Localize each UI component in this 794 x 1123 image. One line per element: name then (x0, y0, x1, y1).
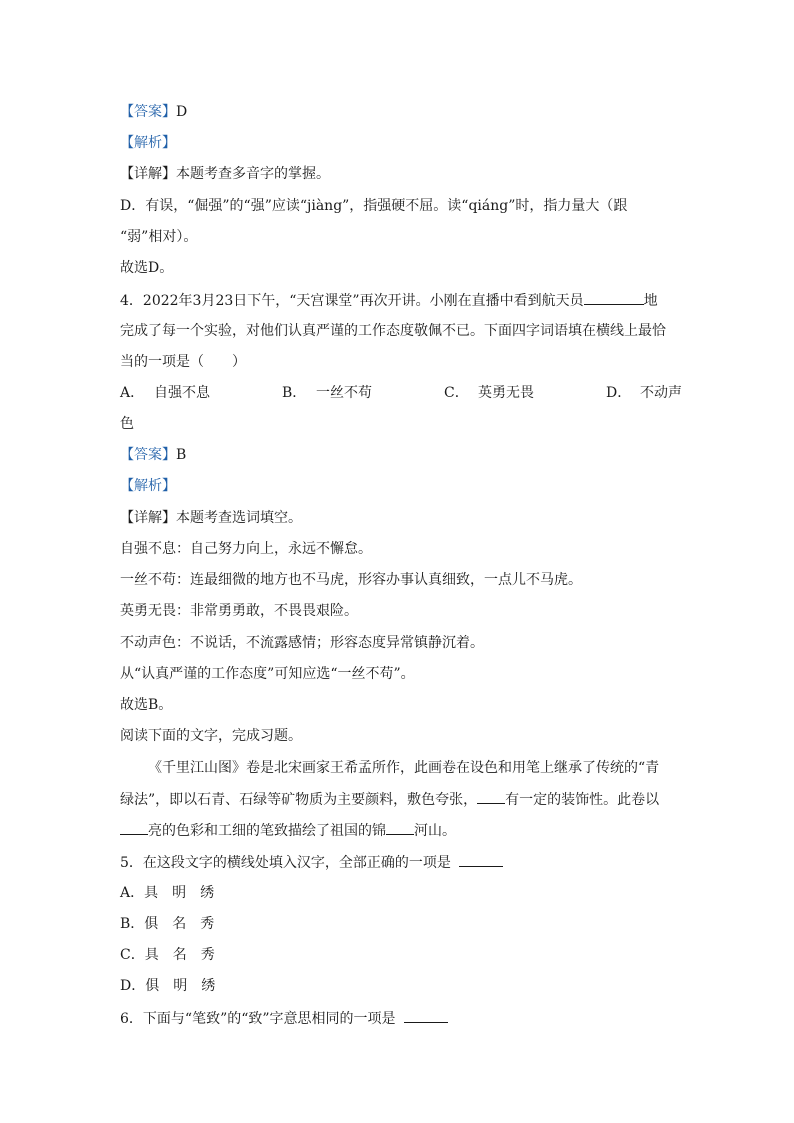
option-text: 不动声 (640, 385, 682, 401)
option-letter: D． (606, 385, 632, 401)
answer-value: B (176, 447, 187, 463)
passage-line1: 《千里江山图》卷是北宋画家王希孟所作，此画卷在设色和用笔上继承了传统的“青 (148, 760, 660, 776)
q4-definition-1: 自强不息：自己努力向上，永远不懈怠。 (120, 541, 372, 557)
q3-explain-line1: D．有误，“倔强”的“强”应读“jiàng”，指强硬不屈。读“qiáng”时，指力量大（跟 (120, 198, 628, 214)
q3-conclusion: 故选D。 (120, 260, 174, 276)
option-text: 英勇无畏 (478, 385, 534, 401)
passage-text: 河山。 (414, 823, 456, 839)
fill-blank (120, 820, 148, 835)
q4-option-a (120, 383, 210, 403)
q3-analysis-tag: 【解析】 (120, 135, 176, 151)
q4-conclusion: 故选B。 (120, 697, 173, 713)
q3-detail: 【详解】本题考查多音字的掌握。 (120, 166, 330, 182)
fill-blank (386, 820, 414, 835)
q3-answer-line (120, 102, 187, 122)
q4-definition-3: 英勇无畏：非常勇勇敢，不畏畏艰险。 (120, 603, 358, 619)
q4-stem-line1 (120, 290, 658, 311)
option-text: 具 名 秀 (144, 947, 215, 963)
q4-stem-text: 4．2022年3月23日下午，“天宫课堂”再次开讲。小刚在直播中看到航天员 (120, 293, 584, 309)
option-letter: B． (120, 916, 145, 932)
passage-text: 绿法”，即以石青、石绿等矿物质为主要颜料，敷色夸张， (120, 792, 478, 808)
answer-value: D (176, 104, 188, 120)
option-letter: A． (120, 385, 145, 401)
passage-text: 亮的色彩和工细的笔致描绘了祖国的锦 (148, 823, 386, 839)
option-letter: D． (120, 978, 146, 994)
answer-tag: 【答案】 (120, 447, 176, 463)
option-text: 一丝不苟 (316, 385, 372, 401)
option-text: 俱 明 绣 (145, 978, 216, 994)
passage-text: 有一定的装饰性。此卷以 (505, 792, 660, 808)
option-text: 自强不息 (154, 385, 210, 401)
q4-analysis-tag: 【解析】 (120, 478, 176, 494)
reading-intro: 阅读下面的文字，完成习题。 (120, 728, 302, 744)
passage-line2 (120, 789, 659, 810)
q4-reason: 从“认真严谨的工作态度”可知应选“一丝不苟”。 (120, 666, 415, 682)
q5-option-c (120, 945, 215, 965)
q4-definition-4: 不动声色：不说话，不流露感情；形容态度异常镇静沉着。 (120, 635, 484, 651)
option-letter: B． (282, 385, 307, 401)
q3-explain-line2: “弱”相对）。 (120, 229, 198, 245)
answer-tag: 【答案】 (120, 104, 176, 120)
q4-option-d-wrap: 色 (120, 416, 134, 432)
q4-option-b (282, 383, 372, 403)
passage-line3 (120, 820, 456, 841)
fill-blank (404, 1008, 448, 1023)
q4-definition-2: 一丝不苟：连最细微的地方也不马虎，形容办事认真细致，一点儿不马虎。 (120, 572, 582, 588)
q5-stem: 5．在这段文字的横线处填入汉字，全部正确的一项是 (120, 855, 451, 871)
option-text: 俱 名 秀 (144, 916, 215, 932)
option-letter: C． (120, 947, 145, 963)
q5-stem-line (120, 852, 503, 873)
q4-stem-line3: 当的一项是（ ） (120, 354, 246, 370)
fill-blank (584, 290, 644, 305)
option-letter: A． (120, 885, 145, 901)
q5-option-b (120, 914, 214, 934)
q4-detail: 【详解】本题考查选词填空。 (120, 510, 302, 526)
q6-stem: 6．下面与“笔致”的“致”字意思相同的一项是 (120, 1011, 396, 1027)
option-letter: C． (444, 385, 469, 401)
fill-blank (477, 789, 505, 804)
option-text: 具 明 绣 (144, 885, 215, 901)
q5-option-a (120, 883, 214, 903)
q4-option-d (606, 383, 682, 403)
q4-stem-line2: 完成了每一个实验，对他们认真严谨的工作态度敬佩不已。下面四字词语填在横线上最恰 (120, 323, 666, 339)
fill-blank (459, 852, 503, 867)
q6-stem-line (120, 1008, 448, 1029)
q4-answer-line (120, 445, 186, 465)
q5-option-d (120, 976, 215, 996)
q4-option-c (444, 383, 534, 403)
q4-stem-tail: 地 (643, 293, 658, 309)
